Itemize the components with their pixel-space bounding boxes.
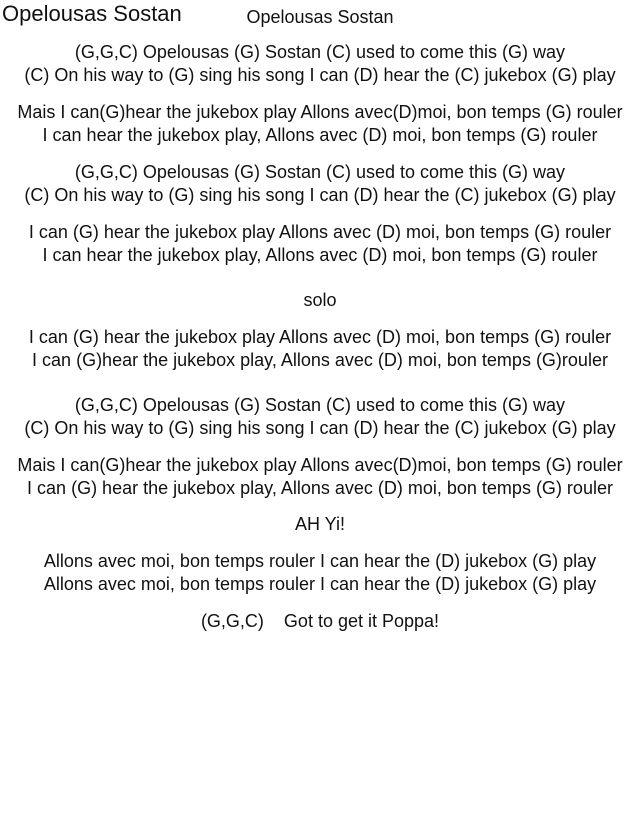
song-title xyxy=(0,5,640,29)
lyric-line: I can hear the jukebox play, Allons avec (D) moi, bon temps (G) rouler xyxy=(42,245,598,265)
lyric-line: I can hear the jukebox play, Allons avec (D) moi, bon temps (G) rouler xyxy=(42,125,598,145)
lyric-line: I can (G) hear the jukebox play Allons avec (D) moi, bon temps (G) rouler xyxy=(28,222,612,242)
lyric-line: (C) On his way to (G) sing his song I can (D) hear the (C) jukebox (G) play xyxy=(24,185,616,205)
page-title: Opelousas Sostan xyxy=(2,1,182,26)
song-title-text: Opelousas Sostan xyxy=(246,7,394,27)
lyric-line: (G,G,C) Opelousas (G) Sostan (C) used to come this (G) way xyxy=(74,395,566,415)
lyric-line: I can (G)hear the jukebox play, Allons avec (D) moi, bon temps (G)rouler xyxy=(32,350,608,370)
lyric-line: Mais I can(G)hear the jukebox play Allons avec(D)moi, bon temps (G) rouler xyxy=(17,455,623,475)
lyric-line: (C) On his way to (G) sing his song I can (D) hear the (C) jukebox (G) play xyxy=(24,65,616,85)
lyric-line: Allons avec moi, bon temps rouler I can hear the (D) jukebox (G) play xyxy=(43,574,597,594)
lyric-line: (G,G,C) Opelousas (G) Sostan (C) used to come this (G) way xyxy=(74,162,566,182)
lyric-line: (G,G,C) Got to get it Poppa! xyxy=(200,611,440,631)
lyric-line: (C) On his way to (G) sing his song I can (D) hear the (C) jukebox (G) play xyxy=(24,418,616,438)
lyric-line: Allons avec moi, bon temps rouler I can hear the (D) jukebox (G) play xyxy=(43,551,597,571)
lyric-line: I can (G) hear the jukebox play, Allons avec (D) moi, bon temps (G) rouler xyxy=(27,478,613,498)
lyric-line: (G,G,C) Opelousas (G) Sostan (C) used to come this (G) way xyxy=(74,42,566,62)
lyric-line: Mais I can(G)hear the jukebox play Allons avec(D)moi, bon temps (G) rouler xyxy=(17,102,623,122)
section-label: solo xyxy=(303,290,337,310)
section-label: AH Yi! xyxy=(294,514,346,534)
lyric-line: I can (G) hear the jukebox play Allons avec (D) moi, bon temps (G) rouler xyxy=(28,327,612,347)
